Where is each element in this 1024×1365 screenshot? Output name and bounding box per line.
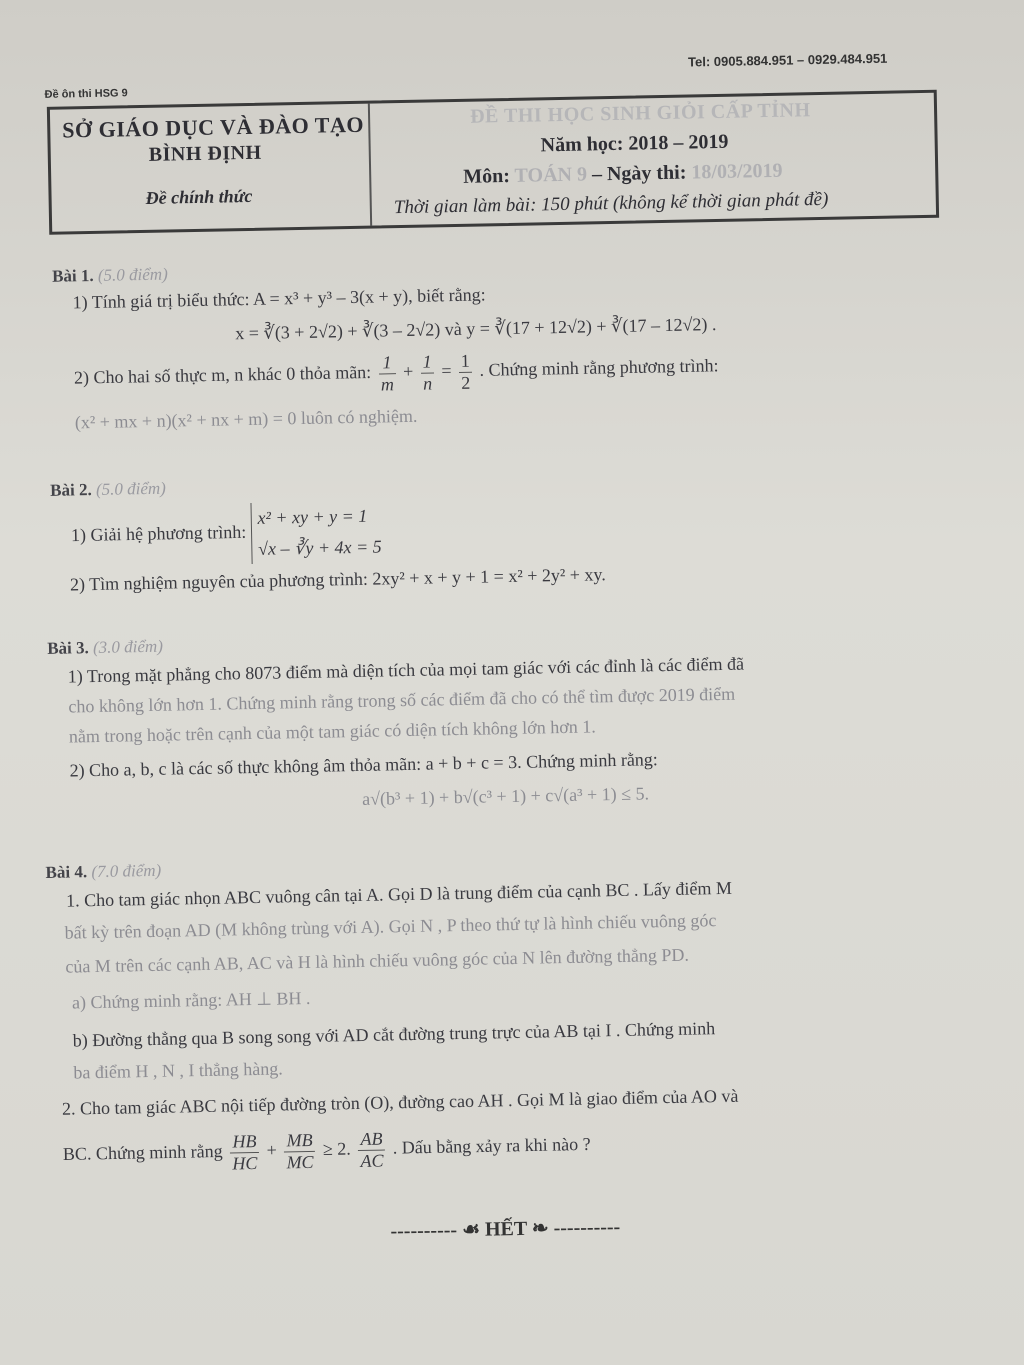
b3-q1-line2: cho không lớn hơn 1. Chứng minh rằng trong số các điểm đã cho có thể tìm được 2019 điểm [68,683,736,717]
b4-p2-plus: + [266,1139,278,1161]
exam-title: ĐỀ THI HỌC SINH GIỎI CẤP TỈNH [469,99,811,128]
section-2-heading [50,479,166,501]
duration: Thời gian làm bài: 150 phút (không kể thời gian phát đề) [393,188,829,219]
b4-p2-frac2: $\frac{MB}{MC}$ [284,1130,316,1173]
b2-q1-text: 1) Giải hệ phương trình: [70,521,247,546]
b4-p2-frac3: $\frac{AB}{AC}$ [358,1129,386,1172]
b4-p2-line2 [63,1125,591,1177]
b3-q1-line3: nằm trong hoặc trên cạnh của một tam giác có diện tích không lớn hơn 1. [68,716,596,747]
b2-q1 [71,500,382,567]
b1-q2-frac2: $\frac{1}{n}$ [422,351,433,394]
b4-p1-line3: của M trên các cạnh AB, AC và H là hình chiếu vuông góc của N lên đường thẳng PD. [65,944,690,977]
date-label: – Ngày thi: [591,161,687,186]
b1-q2-formula: (x² + mx + n)(x² + nx + m) = 0 luôn có nghiệm. [74,405,418,433]
b4-p1-line1: 1. Cho tam giác nhọn ABC vuông cân tại A. Gọi D là trung điểm của cạnh BC . Lấy điểm M [65,877,733,911]
section-1-heading [52,265,168,287]
b2-eq1: x² + xy + y = 1 [257,505,368,528]
b3-q2: 2) Cho a, b, c là các số thực không âm thỏa mãn: a + b + c = 3. Chứng minh rằng: [69,749,659,781]
top-left-note: Đề ôn thi HSG 9 [44,87,128,101]
b2-eq2: √x – ∛y + 4x = 5 [257,536,382,559]
section-1-points: (5.0 điểm) [97,264,168,285]
official-label: Đề chính thức [145,185,253,208]
header-box [47,90,939,235]
subject: TOÁN 9 [514,163,588,187]
section-3-points: (3.0 điểm) [92,636,164,658]
org-line2: BÌNH ĐỊNH [148,141,262,166]
section-1-title: Bài 1. [51,265,94,286]
b4-p1-line2: bất kỳ trên đoạn AD (M không trùng với A). Gọi N , P theo thứ tự là hình chiếu vuông góc [64,910,717,943]
b1-q2-text-a: 2) Cho hai số thực m, n khác 0 thỏa mãn: [73,361,372,388]
b1-q2-plus: + [402,361,414,382]
school-year: Năm học: 2018 – 2019 [540,130,729,157]
org-line1: SỞ GIÁO DỤC VÀ ĐÀO TẠO [62,111,365,143]
subject-date-line [463,160,783,189]
b1-q2-text-b: . Chứng minh rằng phương trình: [479,355,719,380]
section-3-heading [47,637,163,659]
b4-part-b-line1: b) Đường thẳng qua B song song với AD cắt đường trung trực của AB tại I . Chứng minh [72,1018,716,1051]
section-4-points: (7.0 điểm) [91,860,162,882]
subject-label: Môn: [463,164,511,188]
b4-p2-line1: 2. Cho tam giác ABC nội tiếp đường tròn (O), đường cao AH . Gọi M là giao điểm của AO và [61,1085,739,1119]
end-marker: ---------- ☙ HẾT ❧ ---------- [390,1216,621,1243]
b1-q2-frac1: $\frac{1}{m}$ [378,352,396,395]
b4-p2-frac1: $\frac{HB}{HC}$ [230,1131,260,1174]
header-divider [368,104,372,226]
phone-numbers: Tel: 0905.884.951 – 0929.484.951 [687,50,888,70]
section-2-points: (5.0 điểm) [95,478,167,499]
exam-date: 18/03/2019 [691,159,783,184]
b1-q2-frac3: $\frac{1}{2}$ [460,350,471,393]
b1-q1-formula: x = ∛(3 + 2√2) + ∛(3 – 2√2) và y = ∛(17 + 12√2) + ∛(17 – 12√2) . [235,314,717,344]
exam-paper [0,4,1024,1363]
section-2-title: Bài 2. [50,480,92,500]
b4-part-b-line2: ba điểm H , N , I thẳng hàng. [73,1058,283,1083]
section-3-title: Bài 3. [47,638,89,658]
b2-q2: 2) Tìm nghiệm nguyên của phương trình: 2xy² + x + y + 1 = x² + 2y² + xy. [69,564,606,595]
b1-q1: 1) Tính giá trị biểu thức: A = x³ + y³ – 3(x + y), biết rằng: [72,284,486,313]
b1-q2 [74,346,719,401]
b1-q2-eq: = [441,360,452,381]
b4-p2-text-b: . Dấu bằng xảy ra khi nào ? [392,1133,591,1158]
section-4-heading [45,861,161,883]
b4-part-a: a) Chứng minh rằng: AH ⊥ BH . [71,987,311,1013]
b3-q1-line1: 1) Trong mặt phẳng cho 8073 điểm mà diện tích của mọi tam giác với các đỉnh là các điểm đã [67,653,745,687]
b3-q2-formula: a√(b³ + 1) + b√(c³ + 1) + c√(a³ + 1) ≤ 5. [361,783,650,809]
b4-p2-ge: ≥ 2. [322,1138,351,1160]
section-4-title: Bài 4. [45,862,88,882]
b2-system [250,500,382,564]
b4-p2-text-a: BC. Chứng minh rằng [62,1140,223,1165]
